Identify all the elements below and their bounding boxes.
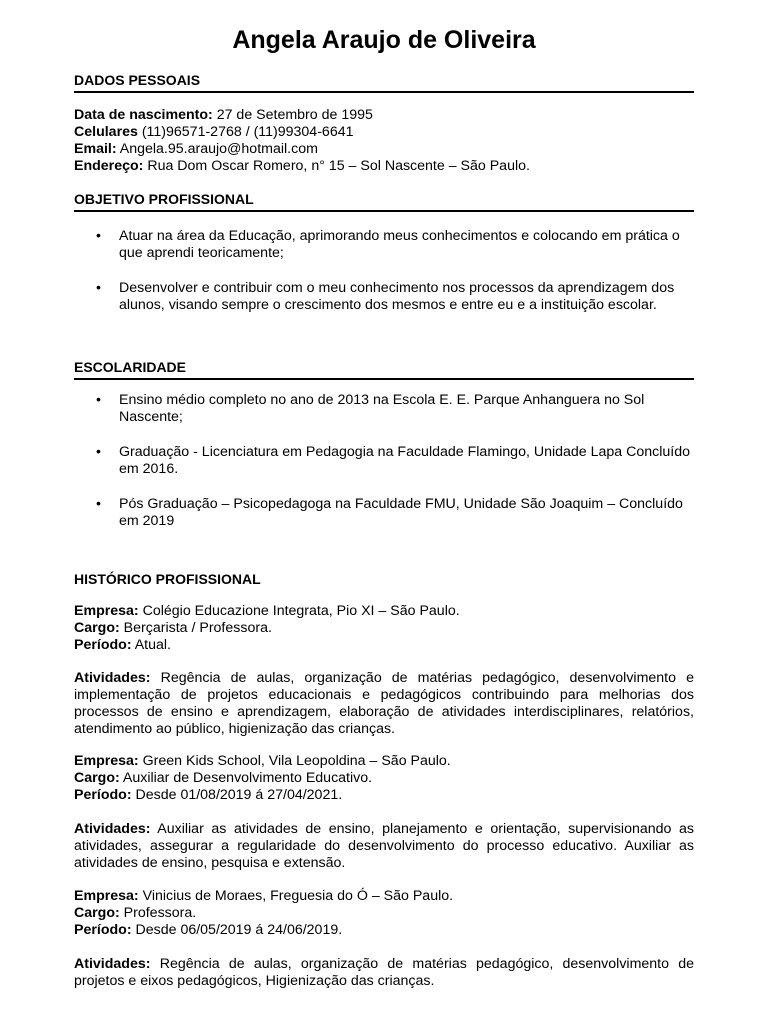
- activities-value: Regência de aulas, organização de matérias pedagógico, desenvolvimento e implementação de projetos educacionais e pedagógicos contribuindo para melhorias dos processos de ensino e aprendizagem, elaboração de atividades interdisciplinares, relatórios, atendimento ao público, higienização das crianças.: [74, 670, 694, 737]
- company-line: Empresa: Colégio Educazione Integrata, Pio XI – São Paulo.: [74, 603, 460, 619]
- birth-date-value: 27 de Setembro de 1995: [212, 107, 373, 123]
- period-line: Período: Atual.: [74, 637, 171, 653]
- address-label: Endereço:: [74, 158, 144, 174]
- phones-value: (11)96571-2768 / (11)99304-6641: [137, 124, 354, 140]
- bullet-icon: •: [96, 280, 101, 296]
- list-item: • Desenvolver e contribuir com o meu conhecimento nos processos da aprendizagem dos alunos, visando sempre o crescimento dos mesmos e entre eu e a instituição escolar.: [96, 280, 675, 313]
- role-value: Professora.: [119, 905, 197, 921]
- job-entry-2: [74, 753, 694, 804]
- phones-label: Celulares: [74, 124, 138, 140]
- candidate-name: Angela Araujo de Oliveira: [232, 26, 536, 54]
- job-activities-2: Atividades: Auxiliar as atividades de ensino, planejamento e orientação, supervisionando as atividades, assegurar a regularidade do desenvolvimento do processo educativo. Auxiliar as atividades de ensino, pesquisa e extensão.: [74, 821, 694, 871]
- address-line: [74, 158, 694, 175]
- bullet-icon: •: [96, 496, 101, 512]
- period-line: Período: Desde 01/08/2019 á 27/04/2021.: [74, 787, 343, 803]
- email-label: Email:: [74, 141, 117, 157]
- period-value: Atual.: [131, 637, 171, 653]
- job-activities-3: Atividades: Regência de aulas, organização de matérias pedagógico, desenvolvimento de projetos e eixos pedagógicos, Higienização das crianças.: [74, 956, 694, 989]
- role-line: Cargo: Berçarista / Professora.: [74, 620, 272, 636]
- role-value: Berçarista / Professora.: [119, 620, 272, 636]
- job-activities-1: Atividades: Regência de aulas, organização de matérias pedagógico, desenvolvimento e implementação de projetos educacionais e pedagógicos contribuindo para melhorias dos processos de ensino e aprendizagem, elaboração de atividades interdisciplinares, relatórios, atendimento ao público, higienização das crianças.: [74, 670, 694, 737]
- section-title-objective: OBJETIVO PROFISSIONAL: [74, 190, 694, 212]
- list-item: • Pós Graduação – Psicopedagoga na Faculdade FMU, Unidade São Joaquim – Concluído em 2019: [96, 496, 683, 529]
- objective-list: [74, 228, 694, 314]
- role-line: Cargo: Auxiliar de Desenvolvimento Educativo.: [74, 770, 373, 786]
- bullet-icon: •: [96, 228, 101, 244]
- company-line: Empresa: Vinicius de Moraes, Freguesia do Ó – São Paulo.: [74, 888, 454, 904]
- email-value: Angela.95.araujo@hotmail.com: [116, 141, 318, 157]
- personal-data: [74, 107, 694, 175]
- activities-value: Regência de aulas, organização de matérias pedagógico, desenvolvimento de projetos e eixos pedagógicos, Higienização das crianças.: [74, 956, 694, 989]
- section-title-history: HISTÓRICO PROFISSIONAL: [74, 571, 261, 587]
- company-value: Green Kids School, Vila Leopoldina – São Paulo.: [138, 753, 451, 769]
- period-line: Período: Desde 06/05/2019 á 24/06/2019.: [74, 922, 343, 938]
- job-entry-3: [74, 888, 694, 939]
- email-line: [74, 141, 694, 158]
- birth-date-label: Data de nascimento:: [74, 107, 213, 123]
- company-value: Vinicius de Moraes, Freguesia do Ó – São Paulo.: [138, 888, 454, 904]
- job-entry-1: [74, 603, 694, 654]
- section-title-education: ESCOLARIDADE: [74, 358, 694, 380]
- education-list: [74, 392, 694, 530]
- birth-date-line: [74, 107, 694, 124]
- activities-value: Auxiliar as atividades de ensino, planejamento e orientação, supervisionando as atividades, assegurar a regularidade do desenvolvimento do processo educativo. Auxiliar as atividades de ensino, pesquisa e extensão.: [74, 821, 694, 871]
- company-line: Empresa: Green Kids School, Vila Leopoldina – São Paulo.: [74, 753, 451, 769]
- section-title-personal: DADOS PESSOAIS: [74, 71, 694, 93]
- bullet-icon: •: [96, 392, 101, 408]
- list-item: • Ensino médio completo no ano de 2013 na Escola E. E. Parque Anhanguera no Sol Nascente;: [96, 392, 645, 425]
- role-value: Auxiliar de Desenvolvimento Educativo.: [119, 770, 373, 786]
- period-value: Desde 06/05/2019 á 24/06/2019.: [131, 922, 343, 938]
- period-value: Desde 01/08/2019 á 27/04/2021.: [131, 787, 343, 803]
- address-value: Rua Dom Oscar Romero, n° 15 – Sol Nascente – São Paulo.: [143, 158, 530, 174]
- list-item: • Graduação - Licenciatura em Pedagogia na Faculdade Flamingo, Unidade Lapa Concluído em 2016.: [96, 444, 691, 477]
- bullet-icon: •: [96, 444, 101, 460]
- role-line: Cargo: Professora.: [74, 905, 197, 921]
- phones-line: [74, 124, 694, 141]
- company-value: Colégio Educazione Integrata, Pio XI – São Paulo.: [138, 603, 460, 619]
- list-item: • Atuar na área da Educação, aprimorando meus conhecimentos e colocando em prática o que aprendi teoricamente;: [96, 228, 680, 261]
